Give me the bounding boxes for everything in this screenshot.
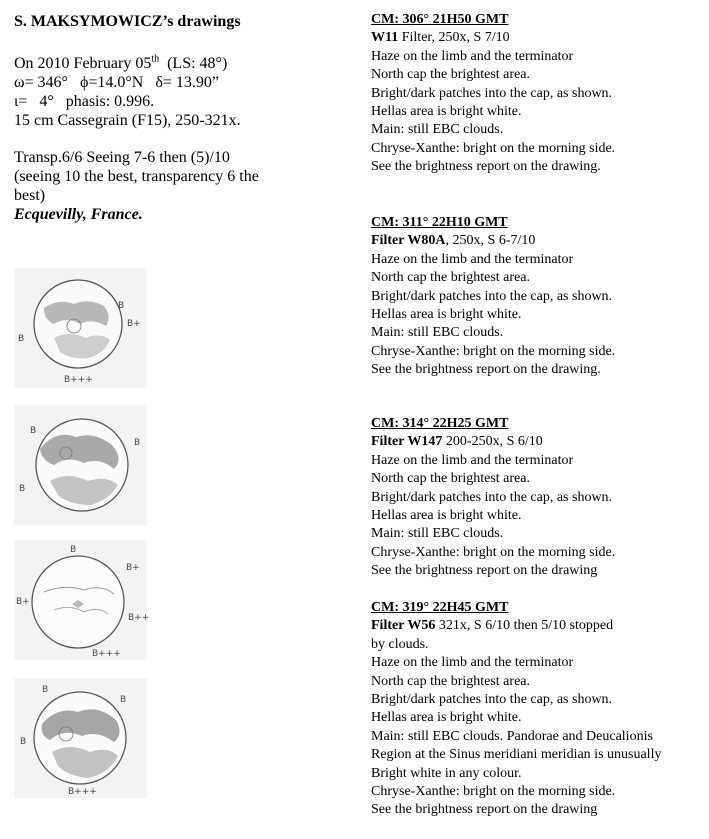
observation-block-3 — [371, 415, 701, 581]
mars-drawing-2 — [14, 405, 147, 525]
omega-line: ω= 346° ϕ=14.0°N δ= 13.90” — [14, 74, 220, 91]
observation-block-1 — [371, 11, 701, 177]
note-line: See the brightness report on the drawing — [371, 563, 598, 579]
note-line: North cap the brightest area. — [371, 471, 530, 487]
note-line: Chryse-Xanthe: bright on the morning side. — [371, 140, 616, 156]
note-line: Haze on the limb and the terminator — [371, 452, 574, 468]
sketch-label: B — [18, 334, 25, 344]
note-line: by clouds. — [371, 636, 429, 652]
sketch-label: B — [134, 438, 141, 448]
sketch-label: B+++ — [68, 787, 97, 797]
mars-drawing-3-sketch — [14, 540, 150, 660]
sketch-label: B — [20, 737, 27, 747]
note-line: Region at the Sinus meridiani meridian is unusually — [371, 747, 662, 763]
transparency-line: Transp.6/6 Seeing 7-6 then (5)/10 — [14, 149, 230, 166]
sketch-label: B+ — [16, 597, 30, 607]
note-line: North cap the brightest area. — [371, 673, 530, 689]
note-line: Main: still EBC clouds. — [371, 325, 504, 341]
note-line: Haze on the limb and the terminator — [371, 251, 574, 267]
observation-header: CM: 314° 22H25 GMT — [371, 416, 509, 431]
seeing-note-end: best) — [14, 187, 46, 204]
observation-header: CM: 319° 22H45 GMT — [371, 600, 509, 615]
observation-block-2 — [371, 214, 701, 380]
filter-line: Filter W80A, 250x, S 6-7/10 — [371, 233, 536, 249]
sketch-label: B++ — [128, 613, 150, 623]
observation-date: On 2010 February 05th (LS: 48°) — [14, 53, 228, 72]
sketch-label: B+++ — [64, 375, 93, 385]
note-line: Main: still EBC clouds. Pandorae and Deucalionis — [371, 728, 653, 744]
mars-drawing-4 — [14, 678, 147, 798]
sketch-label: B — [19, 484, 26, 494]
mars-drawing-3 — [14, 540, 150, 660]
mars-drawing-4-sketch — [14, 678, 147, 798]
note-line: Bright/dark patches into the cap, as shown. — [371, 692, 613, 708]
note-line: Haze on the limb and the terminator — [371, 48, 574, 64]
note-line: Bright white in any colour. — [371, 765, 522, 781]
sketch-label: B — [42, 685, 49, 695]
mars-drawing-1-sketch — [14, 268, 147, 388]
mars-drawing-2-sketch — [14, 405, 147, 525]
telescope-line: 15 cm Cassegrain (F15), 250-321x. — [14, 112, 241, 129]
note-line: Hellas area is bright white. — [371, 508, 522, 524]
sketch-label: B+ — [127, 319, 141, 329]
note-line: Chryse-Xanthe: bright on the morning side. — [371, 343, 616, 359]
sketch-label: B — [70, 545, 77, 555]
note-line: Bright/dark patches into the cap, as shown. — [371, 288, 613, 304]
note-line: Haze on the limb and the terminator — [371, 655, 574, 671]
observation-header: CM: 306° 21H50 GMT — [371, 12, 509, 27]
iota-line: ι= 4° phasis: 0.996. — [14, 93, 155, 110]
observation-block-4 — [371, 599, 701, 820]
sketch-label: B — [120, 695, 127, 705]
note-line: Bright/dark patches into the cap, as shown. — [371, 85, 613, 101]
filter-line: Filter W147 200-250x, S 6/10 — [371, 434, 543, 450]
filter-line: Filter W56 321x, S 6/10 then 5/10 stopped — [371, 618, 614, 634]
note-line: Hellas area is bright white. — [371, 104, 522, 120]
sketch-label: B — [118, 301, 125, 311]
note-line: Chryse-Xanthe: bright on the morning side. — [371, 784, 616, 800]
seeing-note: (seeing 10 the best, transparency 6 the — [14, 168, 259, 185]
note-line: Main: still EBC clouds. — [371, 122, 504, 138]
mars-drawing-1 — [14, 268, 147, 388]
filter-line: W11 Filter, 250x, S 7/10 — [371, 30, 510, 46]
note-line: See the brightness report on the drawing. — [371, 159, 601, 175]
observer-location: Ecquevilly, France. — [14, 206, 143, 223]
sketch-label: B — [30, 426, 37, 436]
note-line: Main: still EBC clouds. — [371, 526, 504, 542]
note-line: See the brightness report on the drawing — [371, 802, 598, 818]
page-title: S. MAKSYMOWICZ’s drawings — [14, 13, 241, 30]
note-line: Hellas area is bright white. — [371, 307, 522, 323]
note-line: Hellas area is bright white. — [371, 710, 522, 726]
note-line: North cap the brightest area. — [371, 270, 530, 286]
observation-header: CM: 311° 22H10 GMT — [371, 215, 508, 230]
sketch-label: B+++ — [92, 649, 121, 659]
note-line: Chryse-Xanthe: bright on the morning side. — [371, 544, 616, 560]
note-line: Bright/dark patches into the cap, as shown. — [371, 489, 613, 505]
observation-summary — [14, 12, 344, 224]
note-line: See the brightness report on the drawing. — [371, 362, 601, 378]
sketch-label: B+ — [126, 563, 140, 573]
note-line: North cap the brightest area. — [371, 67, 530, 83]
